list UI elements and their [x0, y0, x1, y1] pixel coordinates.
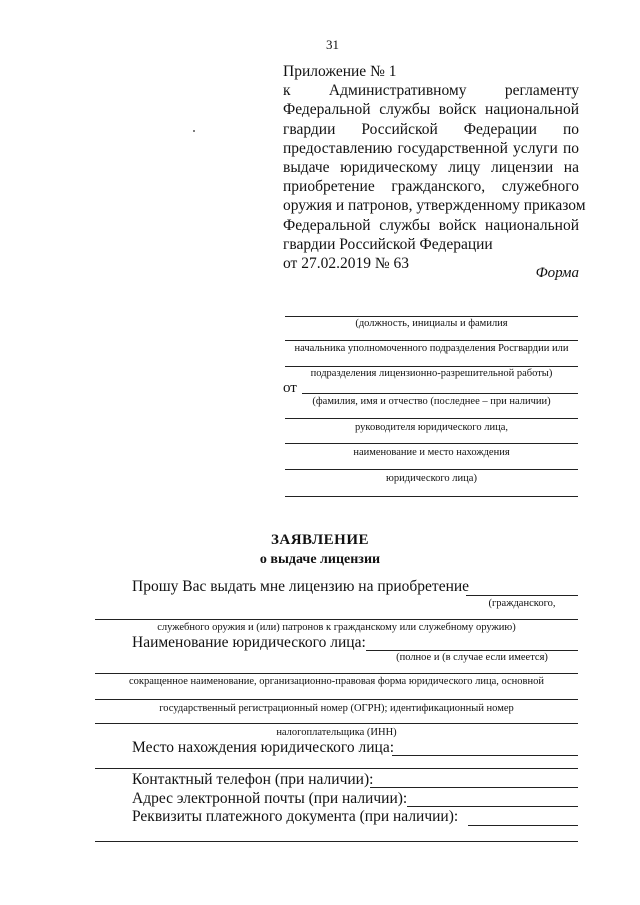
caption-manager: руководителя юридического лица,: [355, 422, 508, 433]
page-number: 31: [326, 37, 339, 52]
from-label: от: [283, 380, 297, 396]
fill-line: [407, 806, 578, 807]
appendix-line: Приложение № 1: [283, 63, 397, 80]
caption-inn: налогоплательщика (ИНН): [276, 727, 397, 738]
fill-line: [370, 787, 578, 788]
caption-full-name: (полное и (в случае если имеется): [396, 652, 548, 663]
fill-line: [285, 366, 578, 367]
appendix-block: [283, 62, 586, 273]
caption-name-location: наименование и место нахождения: [353, 447, 510, 458]
appendix-line: гвардии Российской Федерации по: [283, 120, 579, 138]
caption-weapon-type: (гражданского,: [488, 598, 556, 609]
caption-ogrn: государственный регистрационный номер (ОГРН); идентификационный номер: [159, 703, 514, 714]
appendix-line: гвардии Российской Федерации: [283, 235, 493, 253]
document-title: ЗАЯВЛЕНИЕ: [270, 532, 370, 548]
appendix-line: к Административному регламенту: [283, 82, 579, 100]
appendix-line: предоставлению государственной услуги по: [283, 139, 579, 157]
fill-line: [285, 469, 578, 470]
fill-line: [95, 841, 578, 842]
fill-line: [285, 443, 578, 444]
appendix-line: приобретение гражданского, служебного: [283, 178, 579, 196]
fill-line: [366, 650, 578, 651]
fill-line: [285, 316, 578, 317]
fill-line: [95, 673, 578, 674]
form-label: Форма: [535, 265, 579, 281]
fill-line: [285, 418, 578, 419]
fill-line: [285, 496, 578, 497]
scan-speck: [193, 130, 195, 132]
appendix-line: оружия и патронов, утвержденному приказом: [283, 197, 586, 215]
fill-line: [392, 755, 578, 756]
fill-line: [466, 595, 578, 596]
fill-line: [95, 768, 578, 769]
payment-label: Реквизиты платежного документа (при наличии):: [132, 808, 459, 825]
request-text: Прошу Вас выдать мне лицензию на приобретение: [132, 578, 470, 595]
caption-short-name: сокращенное наименование, организационно-правовая форма юридического лица, основной: [128, 676, 544, 687]
email-label: Адрес электронной почты (при наличии):: [132, 790, 408, 807]
location-label: Место нахождения юридического лица:: [132, 739, 395, 756]
fill-line: [302, 393, 578, 394]
document-subtitle: о выдаче лицензии: [259, 552, 381, 567]
appendix-line: Федеральной службы войск национальной: [283, 101, 579, 119]
caption-division: подразделения лицензионно-разрешительной работы): [310, 368, 553, 379]
caption-weapon-details: служебного оружия и (или) патронов к гражданскому или служебному оружию): [157, 622, 516, 633]
appendix-line: выдаче юридическому лицу лицензии на: [283, 159, 579, 177]
legal-entity-name-label: Наименование юридического лица:: [132, 634, 366, 651]
caption-fullname: (фамилия, имя и отчество (последнее – при наличии): [312, 396, 551, 407]
appendix-line: Федеральной службы войск национальной: [283, 216, 579, 234]
appendix-line: от 27.02.2019 № 63: [283, 255, 409, 273]
caption-head: начальника уполномоченного подразделения Росгвардии или: [294, 343, 569, 354]
caption-position: (должность, инициалы и фамилия: [355, 318, 508, 329]
fill-line: [95, 723, 578, 724]
fill-line: [95, 619, 578, 620]
phone-label: Контактный телефон (при наличии):: [132, 771, 374, 788]
fill-line: [285, 340, 578, 341]
fill-line: [95, 699, 578, 700]
caption-legal-entity: юридического лица): [386, 473, 477, 484]
fill-line: [468, 825, 578, 826]
